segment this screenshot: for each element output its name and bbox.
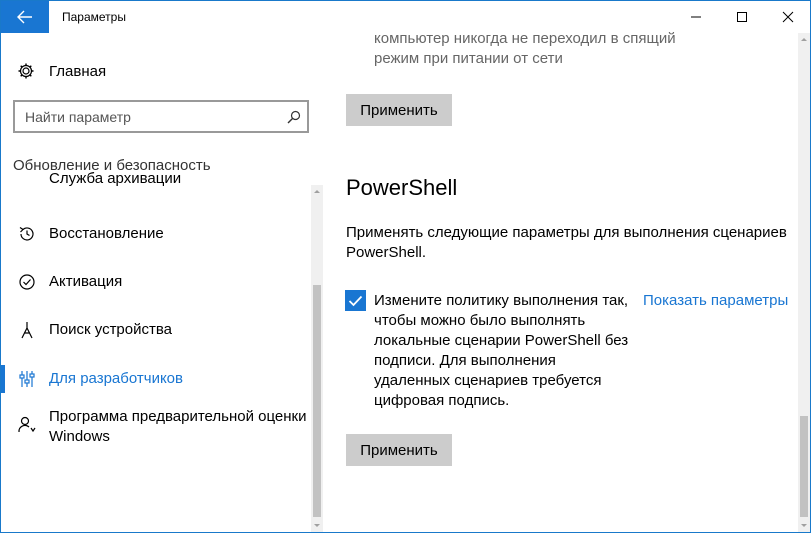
main-scrollbar[interactable] (798, 33, 810, 532)
scroll-up-icon[interactable] (798, 33, 810, 45)
close-button[interactable] (765, 1, 811, 33)
sidebar-item-developers[interactable] (1, 365, 311, 393)
gear-icon (17, 62, 35, 80)
sidebar-item-recovery[interactable] (1, 223, 311, 245)
maximize-button[interactable] (719, 1, 765, 33)
backup-icon (17, 169, 37, 189)
close-icon (783, 12, 793, 22)
powershell-policy-label: Измените политику выполнения так, чтобы можно было выполнять локальные сценарии PowerShell без подписи. Для выполнения удаленных сценариев требуется цифровая подпись. (374, 292, 629, 409)
powershell-description: Применять следующие параметры для выполнения сценариев PowerShell. (346, 224, 787, 261)
find-device-icon (17, 320, 37, 340)
sidebar-item-find-device[interactable] (1, 319, 311, 341)
developer-icon (17, 369, 37, 389)
back-arrow-icon (17, 10, 33, 24)
sidebar-nav (1, 170, 311, 532)
powershell-title: PowerShell (346, 175, 458, 200)
main-content (323, 30, 798, 532)
maximize-icon (737, 12, 747, 22)
sleep-setting-text: компьютер никогда не переходил в спящий режим при питании от сети (374, 30, 676, 67)
sidebar-item-label: Служба архивации (49, 170, 182, 187)
apply-button-powershell[interactable]: Применить (346, 434, 452, 466)
sidebar-scroll-thumb[interactable] (313, 285, 321, 517)
active-indicator (1, 365, 5, 393)
sidebar-item-activation[interactable] (1, 271, 311, 293)
search-input[interactable] (25, 107, 275, 126)
show-settings-link[interactable]: Показать параметры (643, 292, 789, 309)
sidebar-item-label: Для разработчиков (49, 370, 183, 387)
checkmark-icon (348, 295, 363, 307)
back-button[interactable] (1, 1, 49, 33)
scroll-down-icon[interactable] (311, 520, 323, 532)
apply-button-sleep[interactable]: Применить (346, 94, 452, 126)
search-box[interactable] (13, 100, 309, 133)
insider-icon (17, 415, 37, 435)
sidebar-scrollbar[interactable] (311, 185, 323, 532)
sidebar (1, 33, 323, 532)
sidebar-item-label: Программа предварительной оценки Windows (49, 408, 307, 445)
sidebar-home-label: Главная (49, 62, 107, 80)
sidebar-item-label: Активация (49, 273, 123, 290)
window-title: Параметры (62, 10, 126, 24)
search-icon[interactable] (287, 110, 301, 124)
sidebar-item-backup[interactable] (1, 169, 311, 189)
activation-icon (17, 272, 37, 292)
recovery-icon (17, 224, 37, 244)
main-scroll-thumb[interactable] (800, 416, 808, 517)
sidebar-home[interactable] (17, 59, 106, 83)
scroll-up-icon[interactable] (311, 185, 323, 197)
powershell-policy-checkbox[interactable] (345, 290, 366, 311)
sidebar-item-insider[interactable] (1, 407, 311, 449)
minimize-icon (691, 12, 701, 22)
sidebar-item-label: Поиск устройства (49, 321, 173, 338)
section-title: Обновление и безопасность (13, 157, 211, 174)
sidebar-item-label: Восстановление (49, 225, 164, 242)
scroll-down-icon[interactable] (798, 520, 810, 532)
